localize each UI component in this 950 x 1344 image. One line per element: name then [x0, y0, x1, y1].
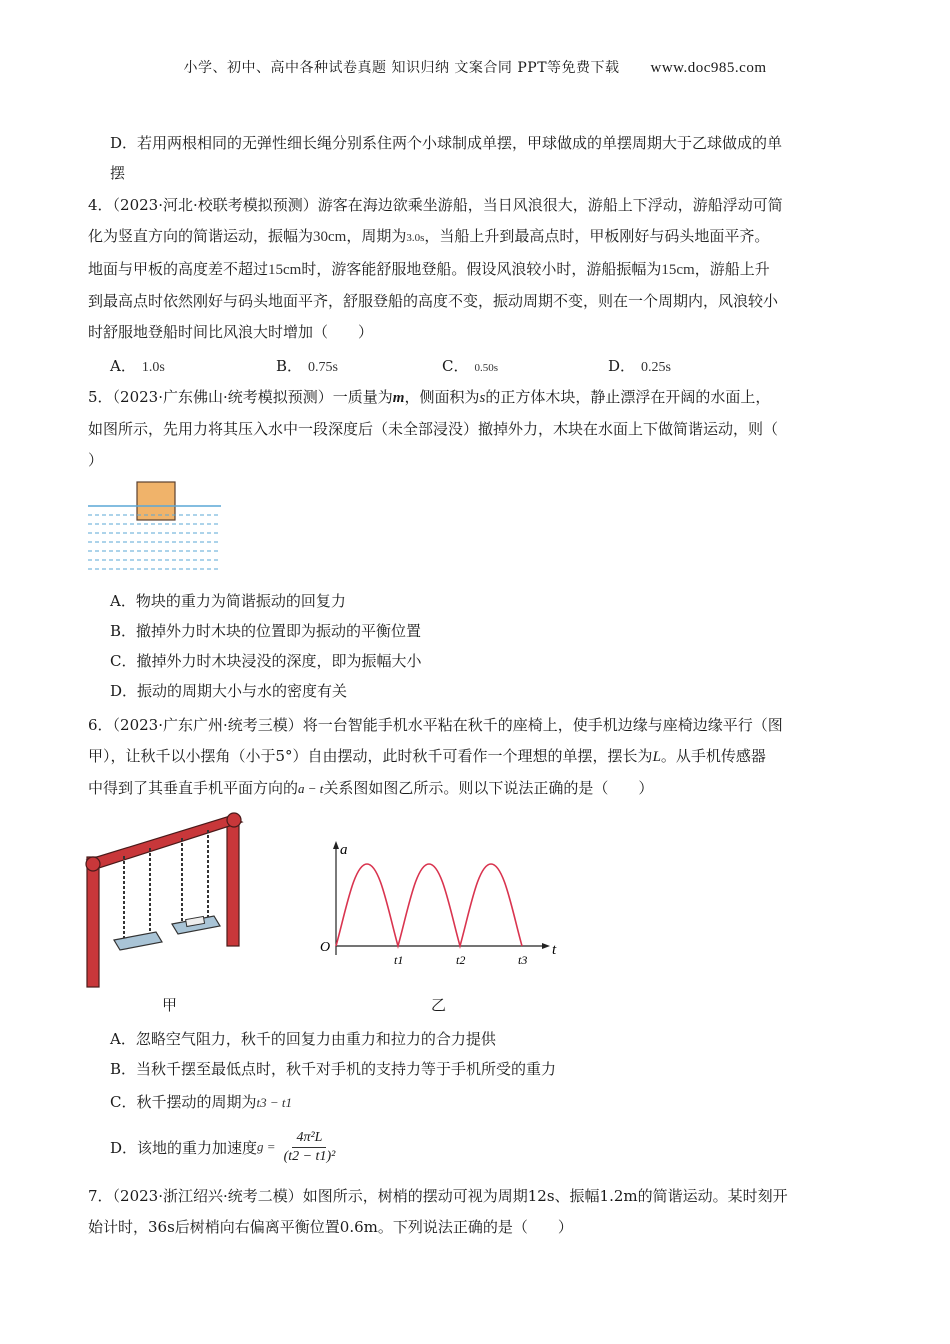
q4-number: 4．	[88, 196, 113, 214]
q6-option-d-text: D．该地的重力加速度	[110, 1138, 258, 1157]
wooden-block	[137, 482, 175, 520]
water-lines	[88, 515, 221, 569]
q4-option-c-label: C．	[442, 356, 469, 375]
q4-option-a-value: 1.0s	[141, 359, 165, 375]
page-header	[0, 57, 950, 77]
q6-option-b[interactable]: B．当秋千摆至最低点时，秋千对手机的支持力等于手机所受的重力	[110, 1060, 557, 1078]
q5-text-3: ）	[88, 451, 104, 469]
q4-amplitude-2: 15cm	[661, 262, 695, 278]
q4-text-2a: 化为竖直方向的简谐运动，振幅为	[88, 227, 314, 245]
block-in-water-figure	[88, 480, 228, 580]
fig-right-caption: 乙	[431, 996, 447, 1014]
origin-label: O	[320, 940, 331, 955]
q6-option-d-fraction	[280, 1130, 340, 1165]
q5-option-a[interactable]: A．物块的重力为简谐振动的回复力	[110, 592, 346, 610]
q4-text-2c: ，当船上升到最高点时，甲板刚好与码头地面平齐。	[424, 227, 770, 245]
question-5	[88, 382, 863, 706]
q6-option-c-expr: t3 − t1	[256, 1095, 292, 1110]
a-t-graph	[316, 840, 566, 970]
q4-option-b[interactable]	[276, 355, 442, 376]
q6-option-d-denominator: (t2 − t1)²	[283, 1148, 336, 1164]
q5-option-b[interactable]: B．撤掉外力时木块的位置即为振动的平衡位置	[110, 622, 422, 640]
q4-amplitude-1: 30cm	[313, 229, 347, 245]
q5-mass-symbol: m	[392, 390, 405, 406]
q4-text-4: 到最高点时依然刚好与码头地面平齐，舒服登船的高度不变，振动周期不变，则在一个周期内，风浪较小	[88, 292, 779, 310]
q5-number: 5．	[88, 388, 113, 406]
document-body	[88, 128, 863, 1243]
q6-length-symbol: L	[652, 749, 661, 765]
question-4	[88, 190, 863, 382]
q5-text-1a: 一质量为	[332, 388, 393, 406]
q6-number: 6．	[88, 716, 113, 734]
q4-text-2b: ，周期为	[346, 227, 407, 245]
q4-option-c[interactable]	[442, 355, 608, 376]
q6-text-1: 将一台智能手机水平粘在秋千的座椅上，使手机边缘与座椅边缘平行（图	[302, 716, 783, 734]
q4-text-3a: 地面与甲板的高度差不超过	[88, 260, 269, 278]
tick-t1: t1	[394, 953, 404, 967]
q6-option-d-numerator: 4π²L	[292, 1130, 326, 1148]
q6-figures	[88, 812, 863, 1022]
q3-optd-line1: D．若用两根相同的无弹性细长绳分别系住两个小球制成单摆，甲球做成的单摆周期大于乙球做成的单	[110, 134, 783, 152]
q6-text-2b: 。从手机传感器	[660, 747, 766, 765]
q4-text-3c: ，游船上升	[694, 260, 770, 278]
q6-option-d-lhs: g =	[257, 1139, 276, 1154]
q4-height-diff: 15cm	[268, 262, 302, 278]
q6-option-a[interactable]: A．忽略空气阻力，秋千的回复力由重力和拉力的合力提供	[110, 1030, 496, 1048]
q6-text-2a: 甲），让秋千以小摆角（小于5°）自由摆动，此时秋千可看作一个理想的单摆，摆长为	[88, 747, 653, 765]
q4-option-b-value: 0.75s	[308, 359, 338, 375]
swing-figure	[82, 812, 247, 992]
q5-option-c[interactable]: C．撤掉外力时木块浸没的深度，即为振幅大小	[110, 652, 422, 670]
y-axis-label: a	[340, 842, 348, 858]
q5-area-symbol: s	[479, 390, 486, 406]
q4-text-3b: 时，游客能舒服地登船。假设风浪较小时，游船振幅为	[301, 260, 662, 278]
q7-text-1: 如图所示，树梢的摆动可视为周期12s、振幅1.2m的简谐运动。某时刻开	[302, 1187, 788, 1205]
q4-option-a[interactable]	[110, 355, 276, 376]
q7-source: （2023·浙江绍兴·统考二模）	[112, 1187, 303, 1205]
header-url[interactable]: www.doc985.com	[650, 60, 767, 76]
q6-a-t-symbol: a − t	[298, 781, 324, 796]
q3-optd-line2: 摆	[110, 164, 126, 182]
q4-option-d-label: D．	[608, 356, 636, 375]
q5-text-1b: ，侧面积为	[404, 388, 480, 406]
q6-text-3a: 中得到了其垂直手机平面方向的	[88, 779, 299, 797]
question-7	[88, 1181, 863, 1243]
q5-option-d[interactable]: D．振动的周期大小与水的密度有关	[110, 682, 348, 700]
acceleration-curve	[336, 864, 522, 946]
fig-left-caption: 甲	[162, 996, 178, 1014]
q6-option-c[interactable]	[88, 1084, 863, 1121]
q7-number: 7．	[88, 1187, 113, 1205]
q3-option-d	[110, 128, 863, 188]
y-axis-arrow	[333, 841, 339, 849]
tick-t2: t2	[456, 953, 466, 967]
q6-text-3b: 关系图如图乙所示。则以下说法正确的是（ ）	[323, 779, 654, 797]
q5-text-1c: 的正方体木块，静止漂浮在开阔的水面上，	[485, 388, 771, 406]
header-text: 小学、初中、高中各种试卷真题 知识归纳 文案合同 PPT等免费下载	[183, 60, 620, 76]
q5-text-2: 如图所示，先用力将其压入水中一段深度后（未全部浸没）撤掉外力，木块在水面上下做简谐运动，则（	[88, 420, 779, 438]
tick-t3: t3	[518, 953, 528, 967]
q6-option-d[interactable]	[88, 1121, 863, 1173]
q4-options	[88, 348, 863, 382]
q6-option-c-text: C．秋千摆动的周期为	[110, 1093, 257, 1111]
q4-option-b-label: B．	[276, 356, 303, 375]
q4-text-5: 时舒服地登船时间比风浪大时增加（ ）	[88, 323, 374, 341]
q4-option-d[interactable]	[608, 355, 774, 376]
q4-option-a-label: A．	[110, 356, 136, 375]
q4-period: 3.0s	[406, 232, 425, 244]
x-axis-arrow	[542, 943, 550, 949]
question-6	[88, 710, 863, 1173]
q7-text-2: 始计时，36s后树梢向右偏离平衡位置0.6m。下列说法正确的是（ ）	[88, 1218, 573, 1236]
q6-source: （2023·广东广州·统考三模）	[112, 716, 303, 734]
q5-source: （2023·广东佛山·统考模拟预测）	[112, 388, 333, 406]
q4-option-d-value: 0.25s	[641, 359, 671, 375]
q4-option-c-value: 0.50s	[474, 361, 499, 374]
q4-text-1: 游客在海边欲乘坐游船，当日风浪很大，游船上下浮动，游船浮动可简	[317, 196, 783, 214]
q4-source: （2023·河北·校联考模拟预测）	[112, 196, 318, 214]
x-axis-label: t	[552, 942, 557, 958]
